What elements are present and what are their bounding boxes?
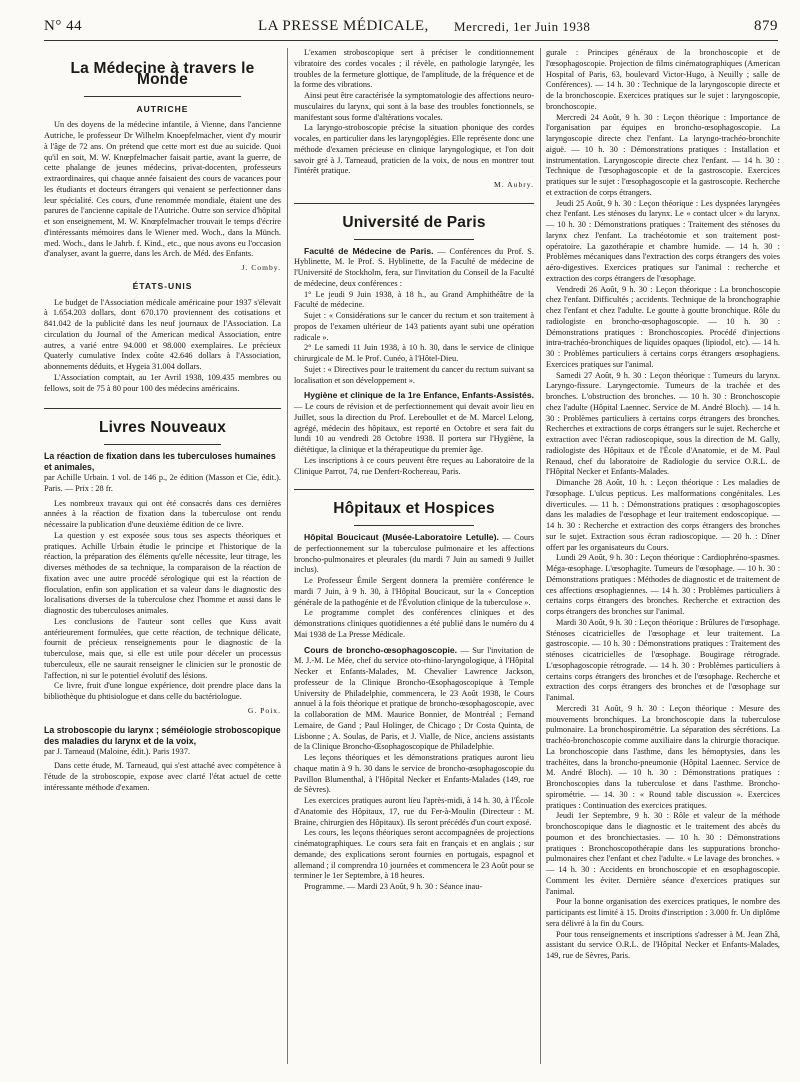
conference-2-subject: Sujet : « Directives pour le traitement du cancer du rectum suivant sa localisation et son développement ». <box>294 364 534 385</box>
column-2 <box>294 48 534 1064</box>
etats-unis-paragraph: Le budget de l'Association médicale américaine pour 1937 s'élevait à 1.654.203 dollars, dont 670.170 proviennent des cotisations et 841.042 de la publicité dans les neuf journaux de l'Association. La circulation du Journal of the American medical Association, entre autres, a varié entre 94.000 et 98.000 exemplaires. Le précieux Quaterly cumulative Index coûte 42.646 dollars à l'Association, abonnements déduits, et Hygeia 31.004 dollars. <box>44 297 281 371</box>
signature-comby: J. Comby. <box>241 263 281 272</box>
signature-aubry: M. Aubry. <box>494 180 534 189</box>
section-rule <box>44 408 281 409</box>
broncho-paragraph: Les cours, les leçons théoriques seront accompagnées de projections cinématographiques. Le cours sera fait en français et en anglais ; sur demande, des explications seront fournies en portugais, espagnol et allemand ; il comprendra 10 journées et commencera le 23 Août pour se terminer le 1er Septembre, à 18 heures. <box>294 828 534 881</box>
programme-start: Programme. — Mardi 23 Août, 9 h. 30 : Séance inau- <box>304 882 483 891</box>
programme-paragraph: Lundi 29 Août, 9 h. 30 : Leçon théorique : Cardiophréno-spasmes. Méga-œsophage. L'œsophagite. Tumeurs de l'œsophage. — 10 h. 30 : Démonstrations pratiques : Méthodes de diagnostic et de traitement de ces affections œsophagiennes. — 14 h. 30 : Problèmes particuliers à certains corps étrangers des bronches. Recherche et extraction des corps étrangers des bronches sur l'animal. <box>546 553 780 616</box>
column-divider <box>287 48 288 1064</box>
programme-paragraph: Jeudi 25 Août, 9 h. 30 : Leçon théorique : Les dyspnées laryngées chez l'enfant. Les sténoses du larynx. Le « contact ulcer » du larynx. — 10 h. 30 : Démonstrations pratiques : Traitement des sténoses du larynx chez l'enfant. La trachéotomie et son traitement post-opératoire. La gazothérapie et chambre humide. — 14 h. 30 : Problèmes mécaniques dans l'extraction des corps étrangers des voies aéro-digestives. Exercices pratiques sur l'animal : recherche et extraction des corps étrangers de l'œsophage. <box>546 198 780 283</box>
book-title: La stroboscopie du larynx ; séméiologie stroboscopique des maladies du larynx et de la voix, <box>44 724 281 746</box>
section-rule <box>294 203 534 204</box>
conference-2: 2° Le samedi 11 Juin 1938, à 10 h. 30, dans le service de clinique chirurgicale de M. le Prof. Cunéo, à l'Hôtel-Dieu. <box>294 343 534 363</box>
programme-paragraph: Samedi 27 Août, 9 h. 30 : Leçon théorique : Tumeurs du larynx. Laryngo-fissure. Laryngectomie. Tumeurs de la trachée et des bronches. L'obstruction des bronches. — 10 h. 30 : Bronchoscopie chez l'adulte (Hôpital Laennec. Service de M. André Bloch). — 14 h. 30 : Problèmes particuliers à certains corps étrangers des bronches. Recherches et extractions de corps étrangers sur le sujet. Recherche et extraction avec l'écran radioscopique, sous la direction de M. Gally, radiologiste des Hôpitaux et de l'École d'Anatomie, et de M. Paul Renaud, chef du laboratoire de Radiologie du service O.R.L. de l'Hôpital Necker et Enfants-Malades. <box>546 370 780 477</box>
section-rule <box>104 444 221 445</box>
review-paragraph: Ainsi peut être caractérisée la symptomatologie des affections neuro-musculaires du larynx, qui sont à la base des troubles fonctionnels, se manifestant sous forme d'altérations vocales. <box>294 91 534 122</box>
boucicaut-paragraph: Le Professeur Émile Sergent donnera la première conférence le mardi 7 Juin, à 9 h. 30, à l'Hôpital Boucicaut, sur la « Conception générale de la pathogénie et de l'Évolution clinique de la tuberculose ». <box>294 576 534 607</box>
journal-title: LA PRESSE MÉDICALE, <box>258 18 429 34</box>
book-title: La réaction de fixation dans les tuberculoses humaines et animales, <box>44 451 276 472</box>
broncho-paragraph: Les leçons théoriques et les démonstrations pratiques auront lieu chaque matin à 9 h. 30 dans le service de broncho-œsophagoscopie du Pavillon Blumenthal, à l'Hôpital Necker et Enfants-Malades (149, rue de Sèvres). <box>294 753 534 795</box>
hygiene-item <box>294 390 534 456</box>
book-review-paragraph: Les conclusions de l'auteur sont celles que Kuss avait antérieurement formulées, que cette réaction, de technique délicate, fournit de précieux renseignements pour le diagnostic de la tuberculose, mais que, si elle est utile pour déceler un processus tuberculeux, elle ne saurait renseigner le clinicien sur le pronostic de l'affection, ni sur le potentiel évolutif des lésions. <box>44 616 281 680</box>
conference-1-subject: Sujet : « Considérations sur le cancer du rectum et son traitement à propos de l'examen ultérieur de 143 patients ayant subi une opération radicale ». <box>294 311 534 342</box>
signature-poix: G. Poix. <box>247 705 281 715</box>
boucicaut-text: — Cours de perfectionnement sur la tuberculose pulmonaire et les affections broncho-pulmonaires et pleurales (du mardi 7 Juin au samedi 9 Juillet inclus). <box>294 533 534 575</box>
programme-paragraph: Jeudi 1er Septembre, 9 h. 30 : Rôle et valeur de la méthode bronchoscopique dans le diagnostic et le traitement des abcès du poumon et des bronchiectasies. — 10 h. 30 : Démonstrations pratiques : Bronchoscopothérapie dans les suppurations broncho-pulmonaires chez l'enfant et chez l'adulte. « Le lavage des bronches. » — 14 h. 30 : Accidents en bronchoscopie et en œsophagoscopie. Comment les éviter. Dernière séance d'exercices pratiques sur l'animal. <box>546 811 780 896</box>
boucicaut-item <box>294 532 534 576</box>
programme-paragraph: Mercredi 24 Août, 9 h. 30 : Leçon théorique : Importance de l'organisation par équipes en broncho-œsophagoscopie. La laryngoscopie directe chez l'enfant. La laryngo-trachéo-bronchite aiguë. — 10 h. 30 : Démonstrations pratiques : Installation et instrumentation. Laryngoscopie directe chez l'enfant. — 14 h. 30 : Technique de l'œsophagoscopie et de la gastroscopie. Exercices pratiques sur le sujet : l'œsophagoscopie et la gastroscopie. Recherche et extraction de corps étrangers. <box>546 112 780 197</box>
boucicaut-heading: Hôpital Boucicaut (Musée-Laboratoire Letulle). <box>304 532 499 542</box>
contact-paragraph: Pour tous renseignements et inscriptions s'adresser à M. Jean Zhâ, assistant du service O.R.L. de l'Hôpital Necker et Enfants-Malades, 149, rue de Sèvres, Paris. <box>546 929 780 960</box>
book-review-paragraph: La question y est exposée sous tous ses aspects théoriques et pratiques. Achille Urbain étudie le principe et l'historique de la réaction, la préparation des éléments qu'elle nécessite, leur titrage, les diverses méthodes de sa technique, la comparaison de la réaction de fixation avec une autre procédé sérologique qui est la réaction de floculation, enfin son application et sa valeur dans le diagnostic des localisations diverses de la tuberculose chez l'homme et aussi dans le diagnostic des tuberculoses animales. <box>44 530 281 615</box>
section-rule <box>354 525 474 526</box>
issue-date: Mercredi, 1er Juin 1938 <box>454 19 591 34</box>
programme-paragraph: Dimanche 28 Août, 10 h. : Leçon théorique : Les maladies de l'œsophage. L'ulcus pepticus. Les malformations congénitales. Les diverticules. — 11 h. : Démonstrations pratiques : œsophagoscopies dans les maladies de l'œsophage et leur traitement endoscopique. — 14 h. 30 : Recherche et extraction des corps étrangers des bronches sur le sujet. Extraction sous écran radioscopique. — 20 h. : Dîner offert par les organisateurs du Cours. <box>546 478 780 552</box>
section-rule <box>354 239 474 240</box>
column-divider <box>540 48 541 1064</box>
section-rule <box>84 96 241 97</box>
conference-1: 1° Le jeudi 9 Juin 1938, à 18 h., au Grand Amphithéâtre de la Faculté de médecine. <box>294 289 534 310</box>
section-title-livres: Livres Nouveaux <box>98 419 227 437</box>
faculty-item <box>294 246 534 290</box>
book-review-paragraph: Les nombreux travaux qui ont été consacrés dans ces dernières années à la réaction de fixation dans la tuberculose ont rendu nécessaire la publication d'une deuxième édition de ce livre. <box>44 498 281 529</box>
boucicaut-paragraph: Le programme complet des conférences cliniques et des démonstrations cliniques quotidiennes a été publié dans le numéro du 4 Mai 1938 de La Presse Médicale. <box>294 608 534 639</box>
review-paragraph: L'examen stroboscopique sert à préciser le conditionnement vibratoire des cordes vocales ; il révèle, en pathologie laryngée, les troubles de la fermeture glottique, de l'amplitude, de la fréquence et de la forme des vibrations. <box>294 48 534 90</box>
etats-unis-paragraph: L'Association comptait, au 1er Avril 1938, 109.435 membres ou fellows, soit de 75 à 80 pour 100 des médecins américains. <box>44 372 281 393</box>
programme-paragraph: Vendredi 26 Août, 9 h. 30 : Leçon théorique : La bronchoscopie chez l'enfant. Difficultés ; accidents. Technique de la bronchographie chez l'enfant et chez l'adulte. Le goutte à goutte bronchique. Rôle du radiologiste en broncho-œsophagoscopie. — 10 h. 30 : Démonstrations pratiques : Bronchoscopies. Procédé d'injections intra-trachéo-bronchiques de liquides opaques (lipiodol, etc). — 14 h. 30 : Problèmes particuliers à certains corps étrangers œsophagiens. Exercices pratiques sur l'animal. <box>546 284 780 369</box>
faculty-text: — Conférences du Prof. S. Hyblinette, M. le Prof. S. Hyblinette, de la Faculté de médecine de l'Université de Stockholm, fera, sur l'invitation du Conseil de la Faculté de médecine, deux conférences : <box>294 246 534 288</box>
book-review-paragraph: Dans cette étude, M. Tarneaud, qui s'est attaché avec compétence à l'étude de la stroboscopie, expose avec clarté l'état actuel de cette intéressante méthode d'examen. <box>44 761 281 792</box>
book-review-paragraph: Ce livre, fruit d'une longue expérience, doit prendre place dans la bibliothèque du phtisiologue et dans celle du bactériologue. <box>44 681 281 701</box>
faculty-heading: Faculté de Médecine de Paris. <box>304 245 434 256</box>
section-title-universite: Université de Paris <box>342 213 486 231</box>
hygiene-text: — Le cours de révision et de perfectionnement qui devait avoir lieu en Juillet, sous la direction du Prof. Lereboullet et de M. Marcel Lelong, agrégé, médecin des hôpitaux, est reporté en Octobre et sera fait du lundi 10 au vendredi 28 Octobre 1938. Il portera sur l'Hygiène, la diététique, la clinique et la thérapeutique du premier âge. <box>294 402 534 454</box>
book-meta: par J. Tarneaud (Maloine, édit.). Paris 1937. <box>44 746 191 756</box>
section-title-hopitaux: Hôpitaux et Hospices <box>333 500 495 518</box>
column-3 <box>546 48 780 1064</box>
subheading-autriche: AUTRICHE <box>136 103 189 114</box>
registration-paragraph: Pour la bonne organisation des exercices pratiques, le nombre des participants est limité à 15. Droits d'inscription : 3.000 fr. Un diplôme sera délivré à la fin du Cours. <box>546 897 780 928</box>
review-paragraph: La laryngo-stroboscopie précise la situation phonique des cordes vocales, en particulier dans les laryngoplégies. Elle représente donc une méthode d'examen précieuse en clinique laryngologique, et l'on doit savoir gré à J. Tarneaud, praticien de la voix, de nous en montrer tout l'intérêt pratique. <box>294 123 534 176</box>
broncho-item <box>294 645 534 754</box>
autriche-paragraph: Un des doyens de la médecine infantile, à Vienne, dans l'ancienne Autriche, le professeur Dr Wilhelm Knoepfelmacher, vient d'y mourir à l'âge de 72 ans. On prétend que cette mort est due au suicide. Quoi qu'il en soit, M. W. Knœpfelmacher faisait partie, avant la guerre, de cette phalange de jeunes médecins, privat-docenten, professeurs extraordinaires, qui chaque année faisaient des cours de vacances pour les étudiants et docteurs étrangers qui venaient se perfectionner dans leur spécialité. Ces cours, d'une renommée mondiale, étaient une des parures de l'ancienne capitale de l'Autriche. Outre son service d'hôpital et son enseignement, M. W. Knœpfelmacher trouvait le temps d'écrire d'intéressants mémoires dans le Wiener med. Woch., dans la Münch. med. Woch., dans le Jahrb. f. Kind., etc., que nous avons eu l'occasion d'analyser, avant la guerre, dans les Arch. de Méd. des Enfants. <box>44 120 281 259</box>
book-meta: par Achille Urbain. 1 vol. de 146 p., 2e édition (Masson et Cie, édit.). Paris. — Prix : 28 fr. <box>44 473 281 493</box>
issue-number: N° 44 <box>44 18 83 34</box>
programme-paragraph: Mardi 30 Août, 9 h. 30 : Leçon théorique : Brûlures de l'œsophage. Sténoses cicatricielles de l'œsophage et leur traitement. La gastroscopie. — 10 h. 30 : Démonstrations pratiques : Traitement des sténoses cicatricielles de l'œsophage. Bougirage rétrograde. L'œsophagoscopie rétrograde. — 14 h. 30 : Problèmes particuliers à certains corps étrangers des bronches et de l'œsophage. Recherche et extraction des corps étrangers des bronches et de l'œsophage sur l'animal. <box>546 617 780 702</box>
subheading-etats-unis: ÉTATS-UNIS <box>132 280 193 291</box>
broncho-text: — Sur l'invitation de M. J.-M. Le Mée, chef du service oto-rhino-laryngologique, à l'Hôpital Necker et Enfants-Malades, M. Chevalier Lawrence Jackson, professeur de la Clinique Broncho-Œsophagoscopique à Temple University de Philadelphie, commencera, le 23 Août 1938, le Cours annuel à la fois théorique et pratique de broncho-œsophagoscopie, avec la collaboration de MM. Maurice Bonnier, de Montréal ; Fernand Lemaire, de Gand ; Paul Holinger, de Chicago ; Dr Costa Quinta, de Lisbonne ; A. Soulas, de Paris, et J. Vialle, de Nice, anciens assistants de la Clinique Broncho-Œsophagoscopique de Philadelphie. <box>294 645 534 752</box>
section-rule <box>294 489 534 490</box>
running-header <box>44 18 778 38</box>
hygiene-heading: Hygiène et clinique de la 1re Enfance, Enfants-Assistés. <box>304 390 534 401</box>
header-rule <box>44 40 778 41</box>
programme-paragraph: Mercredi 31 Août, 9 h. 30 : Leçon théorique : Mesure des mouvements bronchiques. La bronchoscopie dans la tuberculose pulmonaire. La bronchospirométrie. La séparation des sécrétions. La trachéo-bronchoscopie comme auxiliaire dans la chirurgie thoracique. La bronchoscopie dans l'asthme, dans les hémoptysies, dans les trachéites, dans la broncho-pneumonie (Hôpital Laennec. Service de M. André Bloch). — 10 h. 30 : Démonstrations pratiques : Bronchoscopies dans la tuberculose et dans l'asthme. Broncho-spirométrie. — 14. 30 : « Round table discussion ». Exercices pratiques : Continuation des exercices pratiques. <box>546 703 780 810</box>
programme-paragraph: gurale : Principes généraux de la bronchoscopie et de l'œsophagoscopie. Projection de films cinématographiques (American Hospital of Paris, 63, boulevard Victor-Hugo, à Neuilly ; salle de Conférences). — 14 h. 30 : Technique de la laryngoscopie directe et de la bronchoscopie. Exercices pratiques sur le sujet : laryngoscopie, bronchoscopie. <box>546 48 780 111</box>
broncho-paragraph: Les exercices pratiques auront lieu l'après-midi, à 14 h. 30, à l'École d'Anatomie des Hôpitaux, 17, rue du Fer-à-Moulin (Directeur : M. Braine, chirurgien des Hôpitaux). Ils seront précédés d'un court exposé. <box>294 796 534 827</box>
column-1 <box>44 48 281 1064</box>
hygiene-inscriptions: Les inscriptions à ce cours peuvent être reçues au Laboratoire de la Clinique Parrot, 74, rue Denfert-Rochereau, Paris. <box>294 455 534 476</box>
page-number: 879 <box>754 18 778 34</box>
section-title-medecine-monde: La Médecine à travers le Monde <box>70 60 255 88</box>
broncho-heading: Cours de broncho-œsophagoscopie. <box>304 644 458 655</box>
